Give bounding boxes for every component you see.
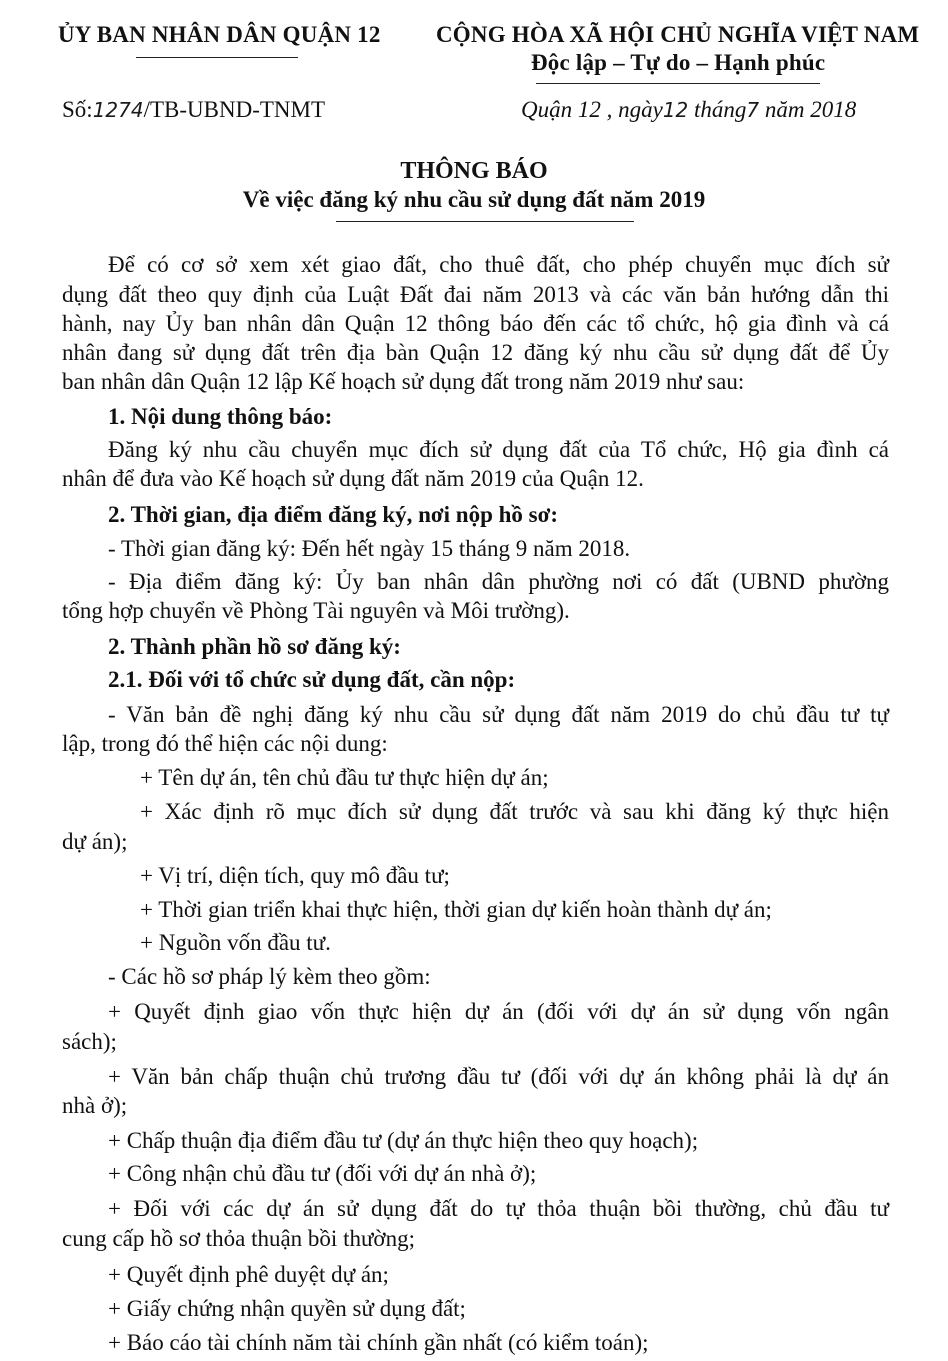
subsection-heading: 2.1. Đối với tổ chức sử dụng đất, cần nộp:	[108, 667, 516, 692]
section-heading-2: 2. Thời gian, địa điểm đăng ký, nơi nộp hồ sơ:	[108, 502, 559, 527]
intro-line: ban nhân dân Quận 12 lập Kế hoạch sử dụng đất trong năm 2019 như sau:	[62, 369, 745, 394]
document-title: THÔNG BÁO	[400, 158, 548, 184]
list-item: cung cấp hồ sơ thỏa thuận bồi thường;	[62, 1226, 415, 1251]
paragraph-line: nhân để đưa vào Kế hoạch sử dụng đất năm 2019 của Quận 12.	[62, 466, 644, 491]
list-item: + Quyết định phê duyệt dự án;	[108, 1262, 389, 1287]
subtitle-underline	[336, 221, 634, 222]
list-item: nhà ở);	[62, 1093, 128, 1118]
list-item: + Đối với các dự án sử dụng đất do tự thỏa thuận bồi thường, chủ đầu tư	[108, 1196, 889, 1221]
list-item: + Nguồn vốn đầu tư.	[140, 930, 331, 955]
number-prefix: Số:	[62, 97, 93, 122]
intro-line: nhân đang sử dụng đất trên địa bàn Quận 12 đăng ký nhu cầu sử dụng đất để Ủy	[62, 340, 889, 365]
intro-line: dụng đất theo quy định của Luật Đất đai năm 2013 và các văn bản hướng dẫn thi	[62, 282, 889, 307]
list-item: + Công nhận chủ đầu tư (đối với dự án nhà ở);	[108, 1161, 537, 1186]
list-item: + Thời gian triển khai thực hiện, thời gian dự kiến hoàn thành dự án;	[140, 897, 772, 922]
list-item: + Tên dự án, tên chủ đầu tư thực hiện dự án;	[140, 765, 549, 790]
paragraph-line: - Văn bản đề nghị đăng ký nhu cầu sử dụng đất năm 2019 do chủ đầu tư tự	[108, 702, 889, 727]
intro-line: Để có cơ sở xem xét giao đất, cho thuê đất, cho phép chuyển mục đích sử	[108, 252, 889, 277]
paragraph-line: - Thời gian đăng ký: Đến hết ngày 15 tháng 9 năm 2018.	[108, 536, 631, 561]
section-heading-1: 1. Nội dung thông báo:	[108, 404, 333, 429]
list-item: + Quyết định giao vốn thực hiện dự án (đối với dự án sử dụng vốn ngân	[108, 999, 889, 1024]
document-date	[521, 97, 856, 123]
motto-underline	[536, 83, 820, 84]
list-item: + Xác định rõ mục đích sử dụng đất trước và sau khi đăng ký thực hiện	[140, 799, 889, 824]
paragraph-line: - Các hồ sơ pháp lý kèm theo gồm:	[108, 964, 431, 989]
handwritten-number: 1274	[92, 98, 144, 122]
list-item: + Chấp thuận địa điểm đầu tư (dự án thực hiện theo quy hoạch);	[108, 1128, 699, 1153]
handwritten-day: 12	[662, 98, 689, 122]
list-item: + Báo cáo tài chính năm tài chính gần nhất (có kiểm toán);	[108, 1330, 649, 1355]
list-item: + Văn bản chấp thuận chủ trương đầu tư (đối với dự án không phải là dự án	[108, 1064, 889, 1089]
date-year: năm 2018	[764, 97, 857, 122]
intro-line: hành, nay Ủy ban nhân dân Quận 12 thông báo đến các tổ chức, hộ gia đình và cá	[62, 311, 889, 336]
document-number	[62, 97, 325, 123]
list-item: + Vị trí, diện tích, quy mô đầu tư;	[140, 863, 450, 888]
list-item: dự án);	[62, 829, 128, 854]
paragraph-line: lập, trong đó thể hiện các nội dung:	[62, 731, 388, 756]
paragraph-line: tổng hợp chuyển về Phòng Tài nguyên và Môi trường).	[62, 598, 570, 623]
paragraph-line: - Địa điểm đăng ký: Ủy ban nhân dân phường nơi có đất (UBND phường	[108, 569, 889, 594]
national-motto: Độc lập – Tự do – Hạnh phúc	[531, 50, 826, 75]
date-month-label: tháng	[694, 97, 747, 122]
country-name: CỘNG HÒA XÃ HỘI CHỦ NGHĨA VIỆT NAM	[436, 22, 920, 47]
agency-name: ỦY BAN NHÂN DÂN QUẬN 12	[58, 22, 381, 47]
agency-underline	[136, 57, 298, 58]
list-item: + Giấy chứng nhận quyền sử dụng đất;	[108, 1296, 466, 1321]
handwritten-month: 7	[746, 98, 760, 122]
number-suffix: /TB-UBND-TNMT	[143, 97, 326, 122]
section-heading-3: 2. Thành phần hồ sơ đăng ký:	[108, 634, 401, 659]
date-place: Quận 12 , ngày	[521, 97, 663, 122]
list-item: sách);	[62, 1029, 117, 1054]
document-subtitle: Về việc đăng ký nhu cầu sử dụng đất năm 2019	[242, 187, 706, 212]
paragraph-line: Đăng ký nhu cầu chuyển mục đích sử dụng đất của Tổ chức, Hộ gia đình cá	[108, 437, 889, 462]
